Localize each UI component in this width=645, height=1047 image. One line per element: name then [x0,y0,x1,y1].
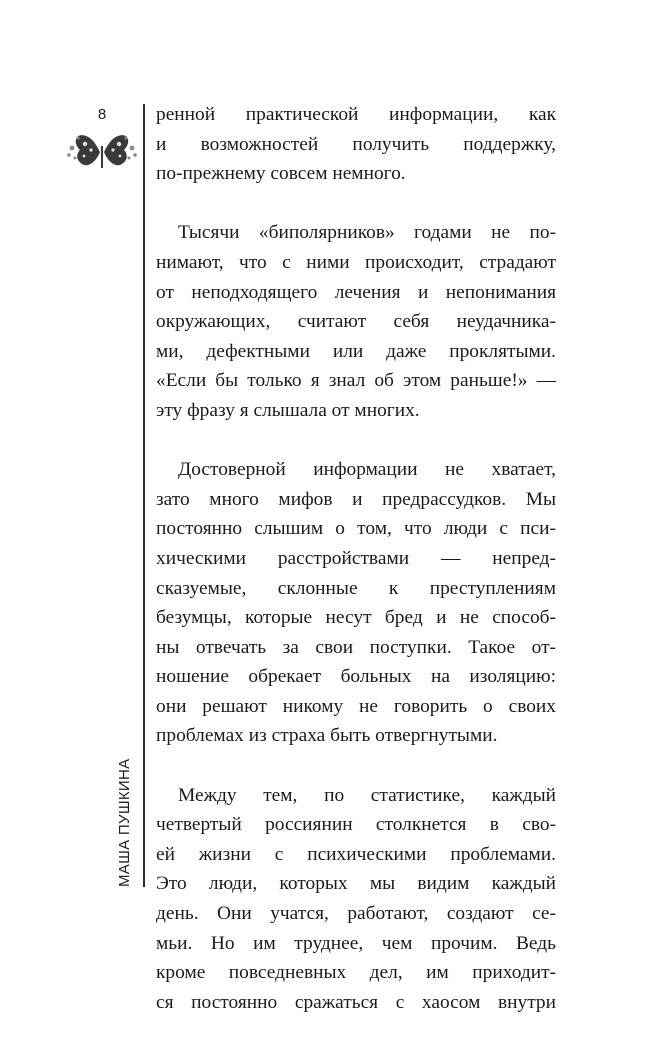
text-line: Тысячи «биполярников» годами не по- [178,222,556,244]
margin-rule [143,104,145,887]
text-line: ны отвечать за свои поступки. Такое от- [156,636,556,658]
text-line: ся постоянно сражаться с хаосом внутри [156,991,556,1013]
text-line: день. Они учатся, работают, создают се- [156,903,556,925]
text-line: Достоверной информации не хватает, [178,459,556,481]
paragraph-2 [156,218,556,425]
text-line: нимают, что с ними происходит, страдают [156,251,556,273]
text-line: безумцы, которые несут бред и не способ- [156,607,556,629]
text-line: «Если бы только я знал об этом раньше!» — [156,370,556,392]
text-line: ношение обрекает больных на изоляцию: [156,666,556,688]
text-line: они решают никому не говорить о своих [156,695,556,717]
page-number: 8 [97,106,107,123]
text-line: ми, дефектными или даже проклятыми. [156,340,556,362]
text-line: окружающих, считают себя неудачника- [156,311,556,333]
text-line: от неподходящего лечения и непонимания [156,281,556,303]
text-line: четвертый россиянин столкнется в сво- [156,814,556,836]
text-line: Это люди, которых мы видим каждый [156,873,556,895]
text-line: кроме повседневных дел, им приходит- [156,962,556,984]
text-line: зато много мифов и предрассудков. Мы [156,488,556,510]
body-text [156,100,556,1047]
text-line: эту фразу я слышала от многих. [156,399,420,421]
text-line: проблемах из страха быть отвергнутыми. [156,725,498,747]
text-line: сказуемые, склонные к преступлениям [156,577,556,599]
text-line: по-прежнему совсем немного. [156,163,406,185]
text-line: постоянно слышим о том, что люди с пси- [156,518,556,540]
paragraph-3 [156,455,556,751]
text-line: Между тем, по статистике, каждый [178,784,556,806]
text-line: ренной практической информации, как [156,104,556,125]
twin-flower-ornament-icon [66,128,138,174]
paragraph-1 [156,100,556,189]
paragraph-4 [156,781,556,1018]
author-running-head: МАША ПУШКИНА [116,758,133,887]
text-line: ей жизни с психическими проблемами. [156,843,556,865]
text-line: и возможностей получить поддержку, [156,133,556,155]
text-line: хическими расстройствами — непред- [156,547,556,569]
text-line: мьи. Но им труднее, чем прочим. Ведь [156,932,556,954]
